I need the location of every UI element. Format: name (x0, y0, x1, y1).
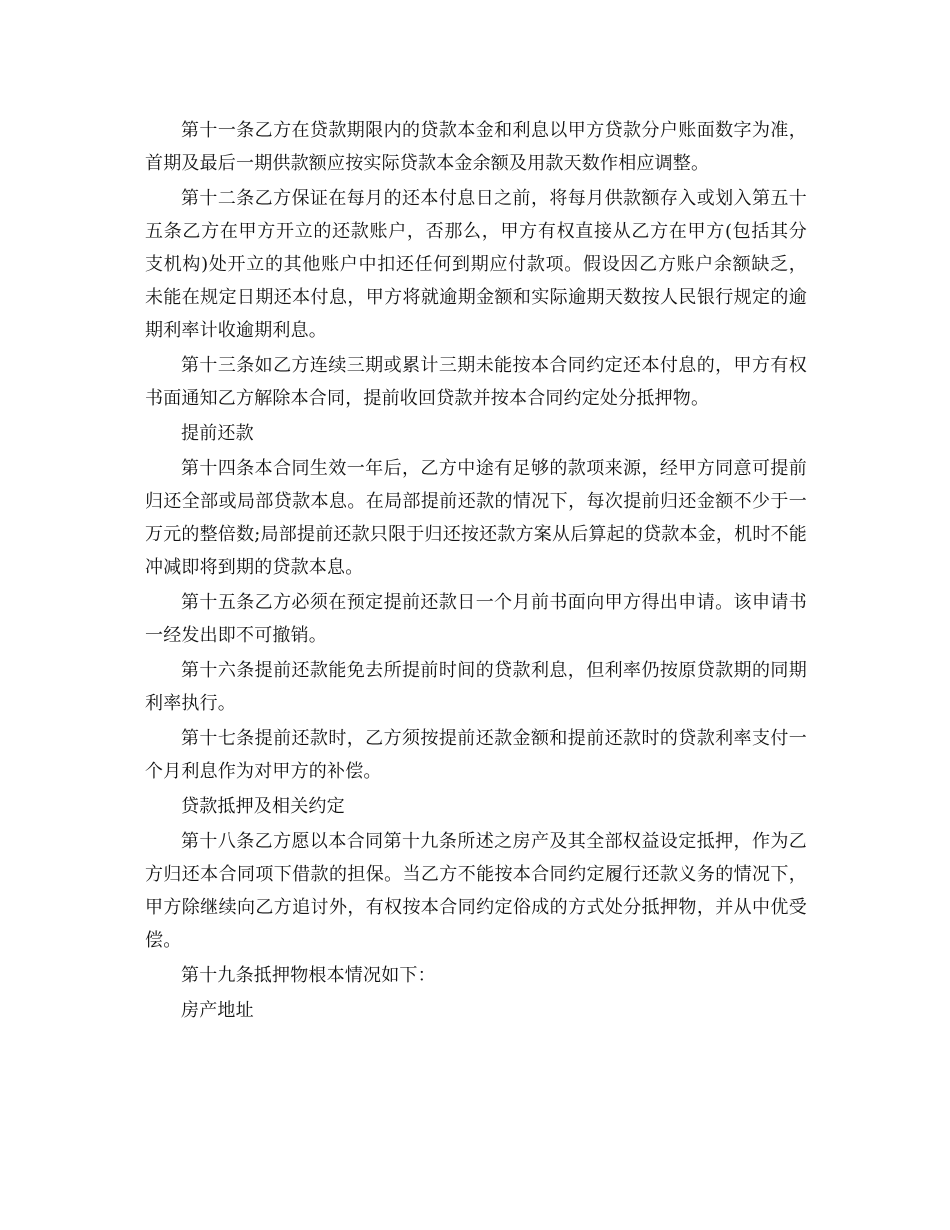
article-11-paragraph: 第十一条乙方在贷款期限内的贷款本金和利息以甲方贷款分户账面数字为准，首期及最后一期供款额应按实际贷款本金余额及用款天数作相应调整。 (145, 120, 807, 174)
article-13-paragraph: 第十三条如乙方连续三期或累计三期未能按本合同约定还本付息的，甲方有权书面通知乙方解除本合同，提前收回贷款并按本合同约定处分抵押物。 (145, 355, 807, 409)
article-12-paragraph: 第十二条乙方保证在每月的还本付息日之前，将每月供款额存入或划入第五十五条乙方在甲方开立的还款账户，否那么，甲方有权直接从乙方在甲方(包括其分支机构)处开立的其他账户中扣还任何到期应付款项。假设因乙方账户余额缺乏，未能在规定日期还本付息，甲方将就逾期金额和实际逾期天数按人民银行规定的逾期利率计收逾期利息。 (145, 188, 807, 341)
article-17-paragraph: 第十七条提前还款时，乙方须按提前还款金额和提前还款时的贷款利率支付一个月利息作为对甲方的补偿。 (145, 728, 807, 782)
article-14-paragraph: 第十四条本合同生效一年后，乙方中途有足够的款项来源，经甲方同意可提前归还全部或局部贷款本息。在局部提前还款的情况下，每次提前归还金额不少于一万元的整倍数;局部提前还款只限于归还按还款方案从后算起的贷款本金，机时不能冲减即将到期的贷款本息。 (145, 458, 807, 578)
article-15-paragraph: 第十五条乙方必须在预定提前还款日一个月前书面向甲方得出申请。该申请书一经发出即不可撤销。 (145, 592, 807, 646)
document-body (145, 114, 807, 1027)
article-16-paragraph: 第十六条提前还款能免去所提前时间的贷款利息，但利率仍按原贷款期的同期利率执行。 (145, 660, 807, 714)
article-18-paragraph: 第十八条乙方愿以本合同第十九条所述之房产及其全部权益设定抵押，作为乙方归还本合同项下借款的担保。当乙方不能按本合同约定履行还款义务的情况下，甲方除继续向乙方追讨外，有权按本合同约定俗成的方式处分抵押物，并从中优受偿。 (145, 831, 807, 951)
mortgage-section-heading: 贷款抵押及相关约定 (181, 796, 345, 817)
prepayment-heading: 提前还款 (181, 423, 254, 444)
article-19-paragraph: 第十九条抵押物根本情况如下： (181, 965, 436, 986)
property-address-label: 房产地址 (181, 1000, 254, 1021)
